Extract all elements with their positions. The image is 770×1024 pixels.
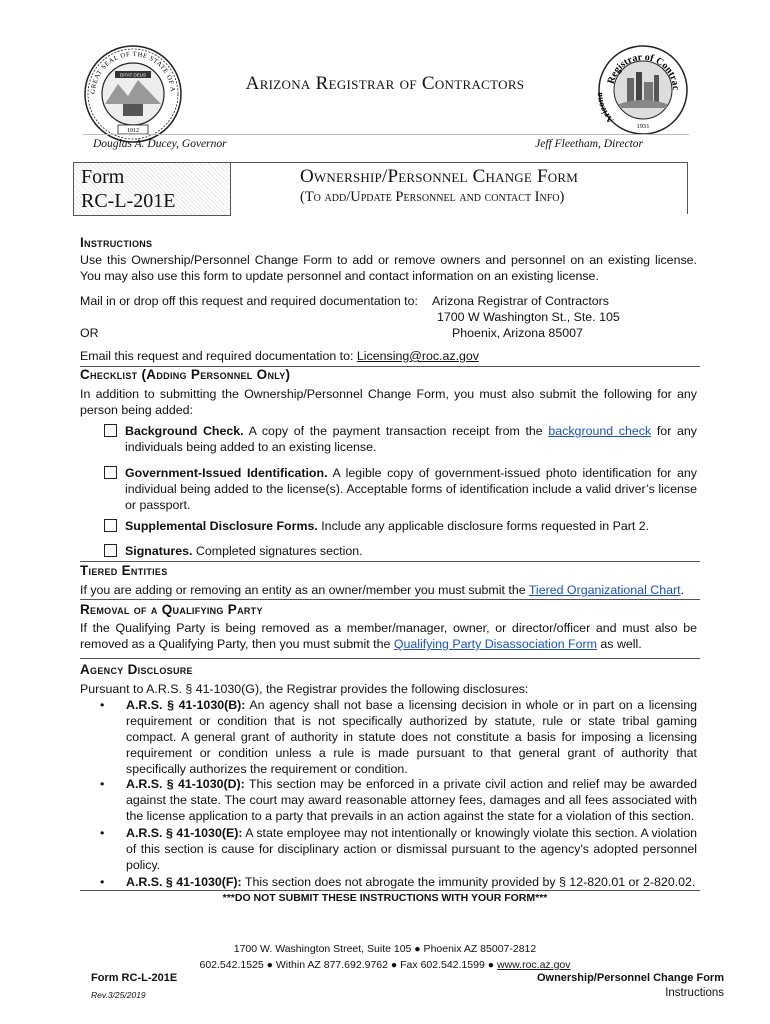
header-rule [83, 134, 689, 135]
mailing-address [432, 293, 620, 341]
disclosure-heading: Agency Disclosure [80, 662, 193, 677]
form-label: Form [81, 166, 125, 188]
do-not-submit-notice: ***DO NOT SUBMIT THESE INSTRUCTIONS WITH YOUR FORM*** [222, 892, 548, 904]
tiered-text: If you are adding or removing an entity as an owner/member you must submit the Tiered Organizational Chart. [80, 583, 685, 597]
svg-text:GREAT SEAL OF THE STATE OF ARI: GREAT SEAL OF THE STATE OF A [89, 50, 177, 95]
form-number-box [73, 162, 231, 216]
removal-text: If the Qualifying Party is being removed as a member/manager, owner, or director/officer and must also be removed as a Qualifying Party, then you must submit the Qualifying Party Disassociation Form as well. [80, 621, 697, 651]
background-check-checkbox[interactable] [104, 424, 117, 437]
disclosure-forms-checkbox[interactable] [104, 519, 117, 532]
email-link[interactable]: Licensing@roc.az.gov [356, 349, 479, 363]
signatures-checkbox[interactable] [104, 544, 117, 557]
svg-text:Arizona: Ariz [597, 105, 616, 126]
divider-2 [80, 561, 700, 562]
divider-3 [80, 599, 700, 600]
checklist-heading: Checklist (Adding Personnel Only) [80, 367, 291, 382]
disclosure-item-d: • A.R.S. § 41-1030(D): This section may be enforced in a private civil action and relief may be awarded against the state. The court may award reasonable attorney fees, damages and all fees associated with the license application to a party that prevails in an action against the state for a violation of this section. [100, 777, 697, 823]
form-id: RC-L-201E [81, 190, 176, 212]
footer-revision: Rev.3/25/2019 [91, 990, 146, 1000]
bullet: • [100, 875, 105, 889]
disclosure-item-b: • A.R.S. § 41-1030(B): An agency shall not base a licensing decision in whole or in part on a licensing requirement or condition that is not specifically authorized by statute, rule or state tribal gaming compact. A general grant of authority in statute does not constitute a basis for imposing a licensing requirement or condition unless a rule is made pursuant to that general grant of authority that specifically authorizes the requirement or condition. [100, 698, 697, 776]
bullet: • [100, 826, 105, 840]
footer-form-id: Form RC-L-201E [91, 972, 178, 984]
agency-name: Arizona Registrar of Contractors [245, 73, 525, 94]
instructions-heading: Instructions [80, 235, 153, 250]
website-link[interactable]: www.roc.az.gov [496, 959, 571, 971]
disclosure-item-f: • A.R.S. § 41-1030(F): This section does not abrogate the immunity provided by § 12-820.01 or 2-820.02. [100, 875, 696, 889]
form-subtitle: (To add/Update Personnel and contact Info) [300, 189, 565, 205]
governor-name: Douglas A. Ducey, Governor [93, 138, 227, 150]
qp-disassociation-link[interactable]: Qualifying Party Disassociation Form [393, 637, 597, 651]
checklist-item-id: Government-Issued Identification. A legible copy of government-issued photo identification for any individual being added to the license(s). Acceptable forms of identification include a valid driver’s license or passport. [104, 465, 697, 513]
checklist-item-disclosure: Supplemental Disclosure Forms. Include any applicable disclosure forms requested in Part 2. [104, 518, 697, 534]
svg-text:1931: 1931 [636, 123, 650, 130]
title-vline [687, 162, 688, 214]
form-title: Ownership/Personnel Change Form [300, 166, 578, 187]
director-name: Jeff Fleetham, Director [535, 138, 643, 150]
svg-text:DITAT DEUS: DITAT DEUS [119, 72, 147, 78]
checklist-intro: In addition to submitting the Ownership/Personnel Change Form, you must also submit the following for any person being added: [80, 387, 697, 417]
email-line [80, 348, 479, 364]
divider-5 [80, 890, 700, 891]
disclosure-intro: Pursuant to A.R.S. § 41-1030(G), the Registrar provides the following disclosures: [80, 682, 529, 696]
instructions-text: Use this Ownership/Personnel Change Form to add or remove owners and personnel on an existing license. You may also use this form to update personnel and contact information on an existing license. [80, 253, 697, 283]
or-label: OR [80, 326, 99, 340]
email-label: Email this request and required documentation to: [80, 349, 354, 363]
mail-label: Mail in or drop off this request and required documentation to: [80, 294, 418, 308]
svg-text:1912: 1912 [127, 128, 139, 134]
checklist-item-background: Background Check. A copy of the payment transaction receipt from the background check for any individuals being added to an existing license. [104, 423, 697, 455]
disclosure-item-e: • A.R.S. § 41-1030(E): A state employee may not intentionally or knowingly violate this section. A violation of this section is cause for disciplinary action or dismissal pursuant to the agency's adopted personnel policy. [100, 826, 697, 872]
footer-section: Instructions [665, 987, 724, 999]
address-line-3: Phoenix, Arizona 85007 [452, 326, 583, 340]
footer-address: 1700 W. Washington Street, Suite 105 ● Phoenix AZ 85007-2812 [233, 943, 537, 955]
tiered-heading: Tiered Entities [80, 563, 168, 578]
removal-heading: Removal of a Qualifying Party [80, 602, 263, 617]
bullet: • [100, 777, 105, 791]
svg-text:Registrar of Contractors: Registrar of Contrac [605, 51, 682, 91]
background-check-link[interactable]: background check [548, 424, 652, 438]
checklist-item-signatures: Signatures. Completed signatures section. [104, 543, 697, 559]
address-line-1: Arizona Registrar of Contractors [432, 294, 609, 308]
footer-contact: 602.542.1525 ● Within AZ 877.692.9762 ● Fax 602.542.1599 ● www.roc.az.gov [199, 959, 571, 971]
tiered-chart-link[interactable]: Tiered Organizational Chart [528, 583, 681, 597]
title-divider [230, 162, 688, 163]
bullet: • [100, 698, 105, 712]
divider-4 [80, 658, 700, 659]
identification-checkbox[interactable] [104, 466, 117, 479]
footer-form-name: Ownership/Personnel Change Form [536, 972, 724, 984]
address-line-2: 1700 W Washington St., Ste. 105 [437, 310, 620, 324]
